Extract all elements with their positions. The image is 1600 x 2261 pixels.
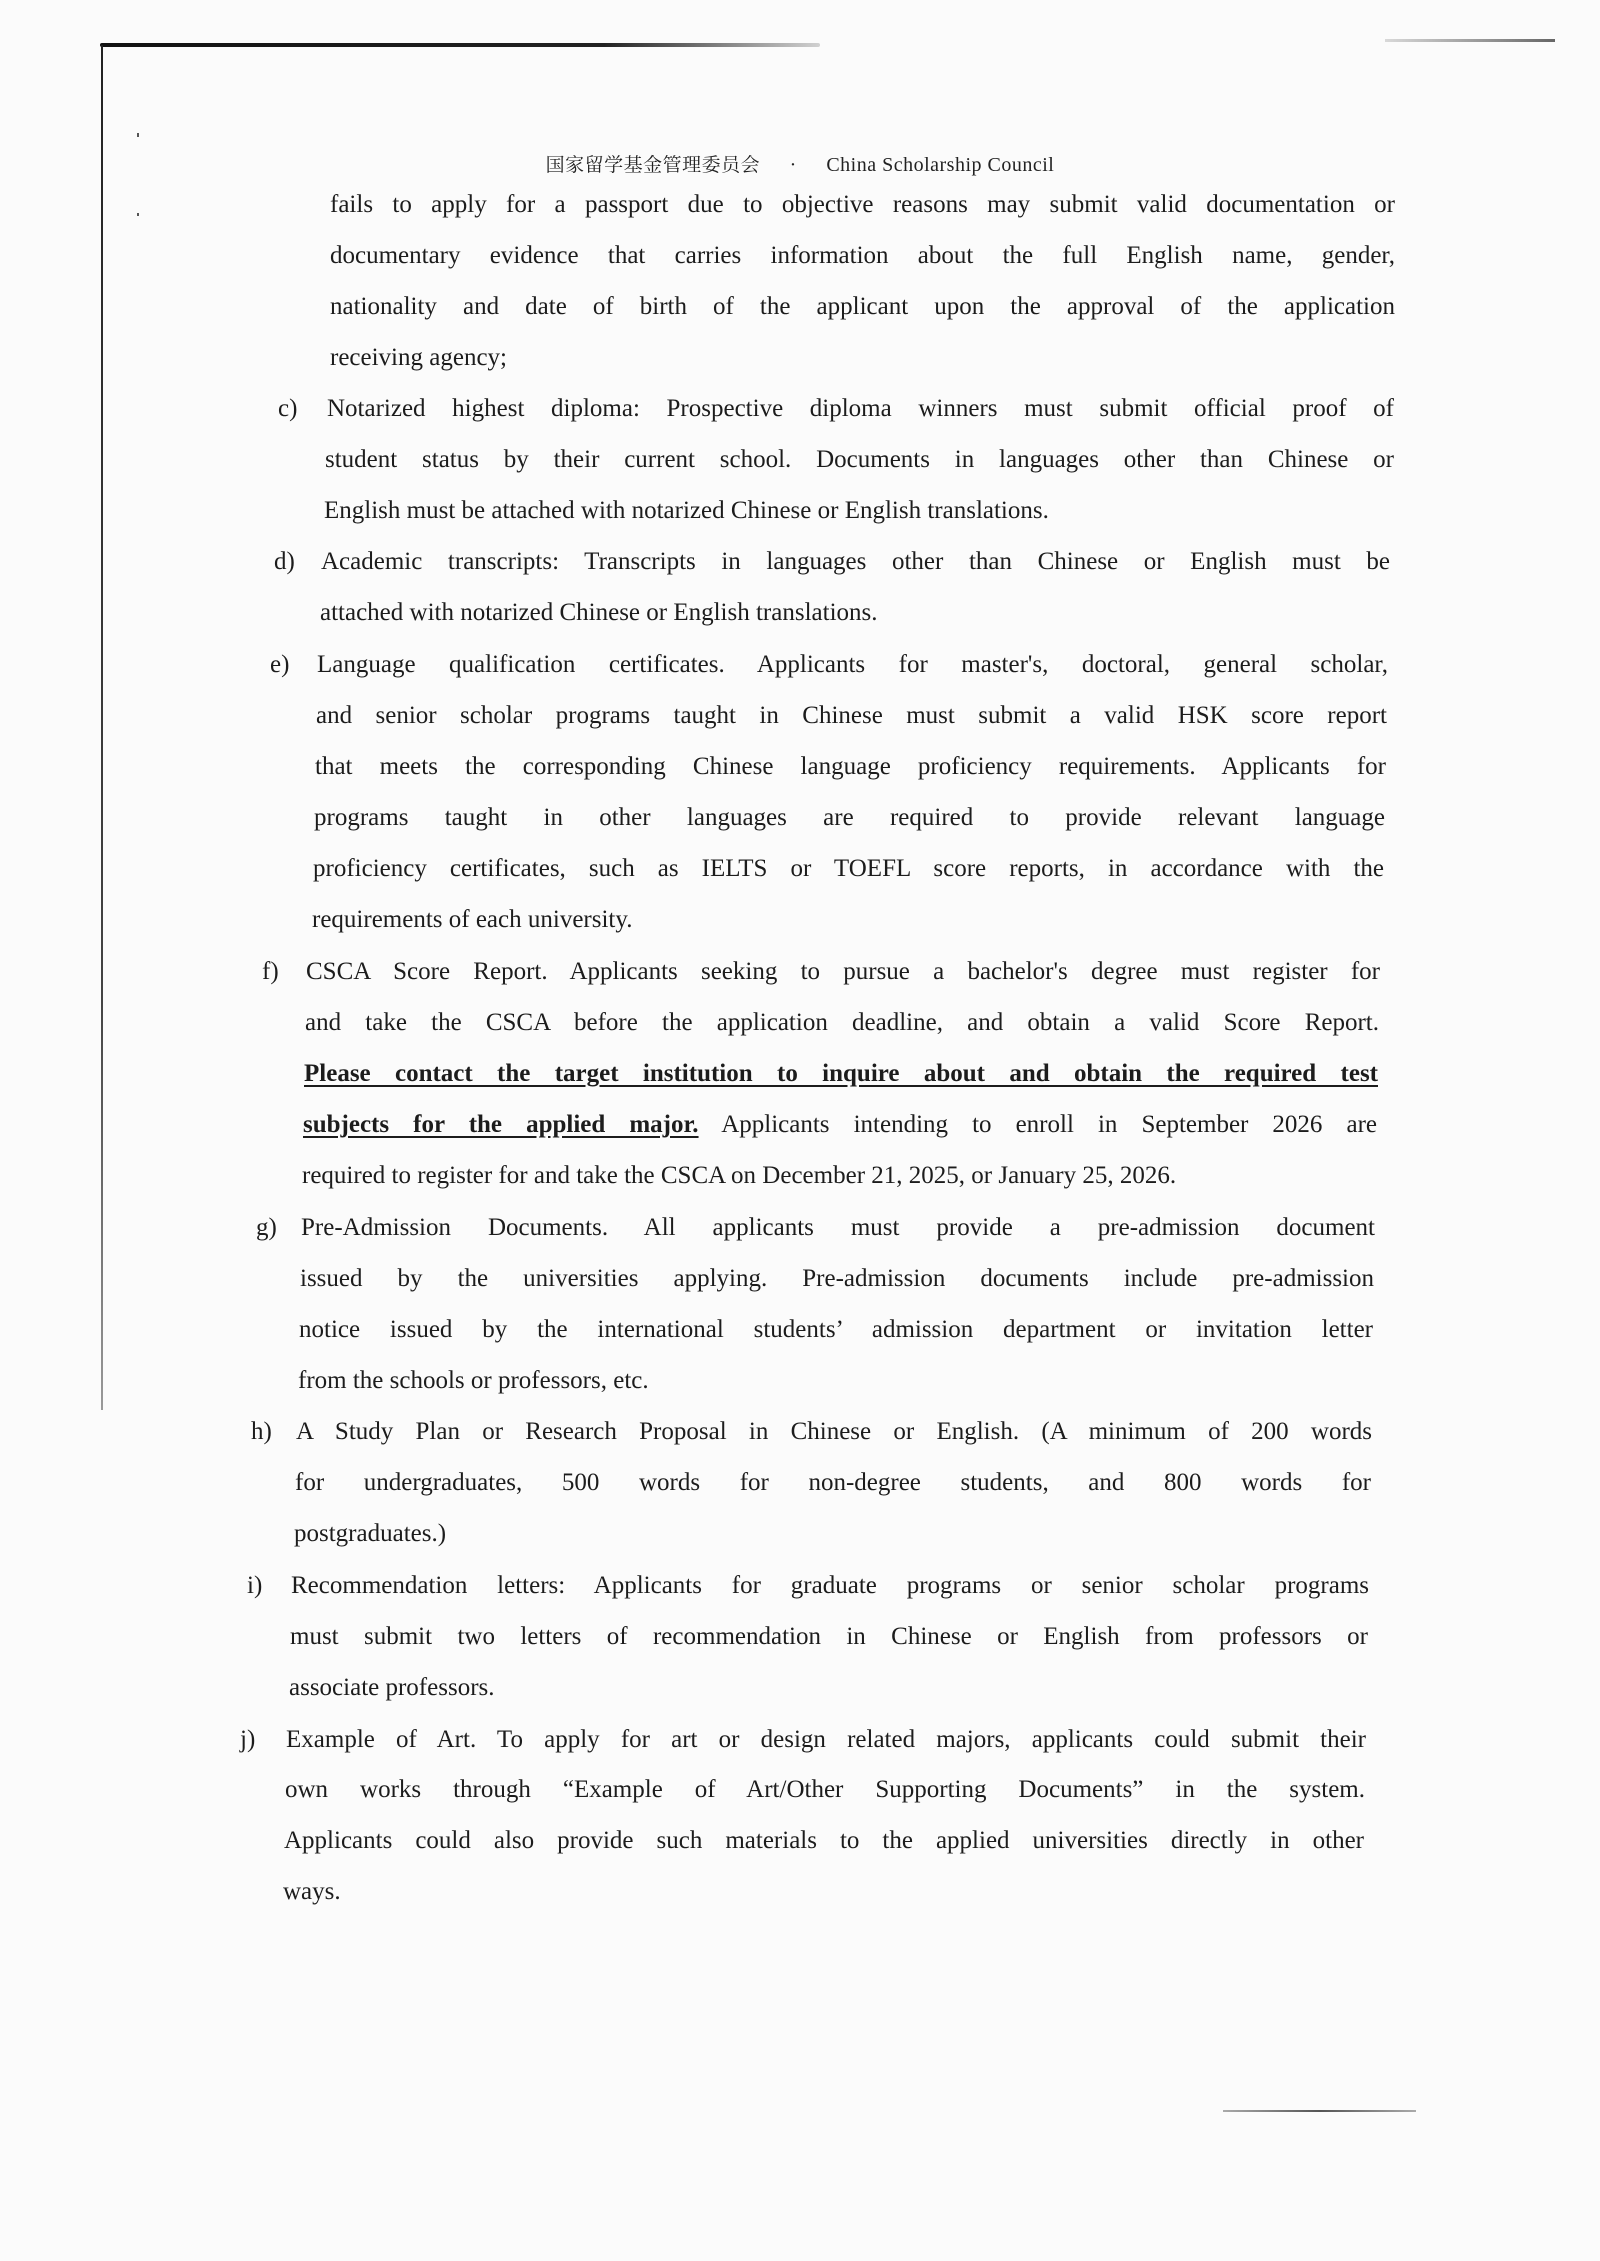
header-chinese-name: 国家留学基金管理委员会: [545, 154, 761, 176]
scan-speck: [137, 133, 139, 137]
emphasis-line: Please contact the target institution to inquire about and obtain the required test: [304, 1060, 1378, 1087]
top-right-rule: [1385, 39, 1555, 42]
after-emphasis: Applicants intending to enroll in September 2026 are: [698, 1111, 1378, 1138]
list-marker: h): [251, 1418, 272, 1445]
text-line: [303, 1110, 1377, 1140]
text-line: that meets the corresponding Chinese language proficiency requirements. Applicants for: [315, 753, 1386, 780]
text-line: A Study Plan or Research Proposal in Chinese or English. (A minimum of 200 words: [296, 1418, 1372, 1445]
text-line: CSCA Score Report. Applicants seeking to pursue a bachelor's degree must register for: [306, 958, 1380, 985]
header-english-name: China Scholarship Council: [826, 154, 1055, 176]
text-line: attached with notarized Chinese or English translations.: [320, 599, 878, 626]
list-marker: g): [256, 1214, 277, 1241]
list-marker: j): [240, 1726, 256, 1753]
text-line: for undergraduates, 500 words for non-degree students, and 800 words for: [295, 1469, 1371, 1496]
text-line: notice issued by the international students’ admission department or invitation letter: [299, 1316, 1373, 1343]
text-line: Language qualification certificates. Applicants for master's, doctoral, general scholar,: [317, 651, 1388, 678]
header-separator: ·: [789, 154, 797, 176]
text-line: associate professors.: [289, 1674, 495, 1701]
text-line: receiving agency;: [330, 344, 507, 371]
text-line: Example of Art. To apply for art or design related majors, applicants could submit their: [286, 1726, 1366, 1753]
text-line: English must be attached with notarized Chinese or English translations.: [324, 497, 1049, 524]
list-marker: e): [270, 651, 290, 678]
text-line: nationality and date of birth of the applicant upon the approval of the application: [330, 293, 1395, 320]
text-line: from the schools or professors, etc.: [298, 1367, 649, 1394]
list-marker: d): [274, 548, 295, 575]
text-line: ways.: [283, 1878, 341, 1905]
emphasis-tail: subjects for the applied major.: [303, 1111, 699, 1138]
text-line: student status by their current school. Documents in languages other than Chinese or: [325, 446, 1394, 473]
text-line: required to register for and take the CSCA on December 21, 2025, or January 25, 2026.: [302, 1162, 1177, 1189]
text-line: Pre-Admission Documents. All applicants must provide a pre-admission document: [301, 1214, 1375, 1241]
text-line: fails to apply for a passport due to objective reasons may submit valid documentation or: [330, 191, 1395, 218]
text-line: documentary evidence that carries information about the full English name, gender,: [330, 242, 1395, 269]
text-line: programs taught in other languages are required to provide relevant language: [314, 804, 1385, 831]
text-line: proficiency certificates, such as IELTS or TOEFL score reports, in accordance with the: [313, 855, 1384, 882]
left-border-rule: [101, 45, 103, 1410]
text-line: Notarized highest diploma: Prospective diploma winners must submit official proof of: [327, 395, 1394, 422]
text-line: own works through “Example of Art/Other Supporting Documents” in the system.: [285, 1776, 1365, 1803]
text-line: postgraduates.): [294, 1520, 447, 1547]
scan-speck: [137, 213, 139, 216]
list-marker: f): [262, 958, 279, 985]
text-line: Recommendation letters: Applicants for graduate programs or senior scholar programs: [291, 1572, 1369, 1599]
bottom-rule: [1223, 2110, 1416, 2112]
list-marker: i): [247, 1572, 263, 1599]
text-line: requirements of each university.: [312, 906, 633, 933]
top-border-rule: [100, 43, 820, 47]
text-line: and senior scholar programs taught in Chinese must submit a valid HSK score report: [316, 702, 1387, 729]
list-marker: c): [278, 395, 298, 422]
text-line: must submit two letters of recommendation in Chinese or English from professors or: [290, 1623, 1368, 1650]
page-header: [0, 150, 1600, 177]
text-line: issued by the universities applying. Pre-admission documents include pre-admission: [300, 1265, 1374, 1292]
text-line: Applicants could also provide such materials to the applied universities directly in other: [284, 1827, 1364, 1854]
text-line: and take the CSCA before the application deadline, and obtain a valid Score Report.: [305, 1009, 1379, 1036]
text-line: Academic transcripts: Transcripts in languages other than Chinese or English must be: [321, 548, 1390, 575]
